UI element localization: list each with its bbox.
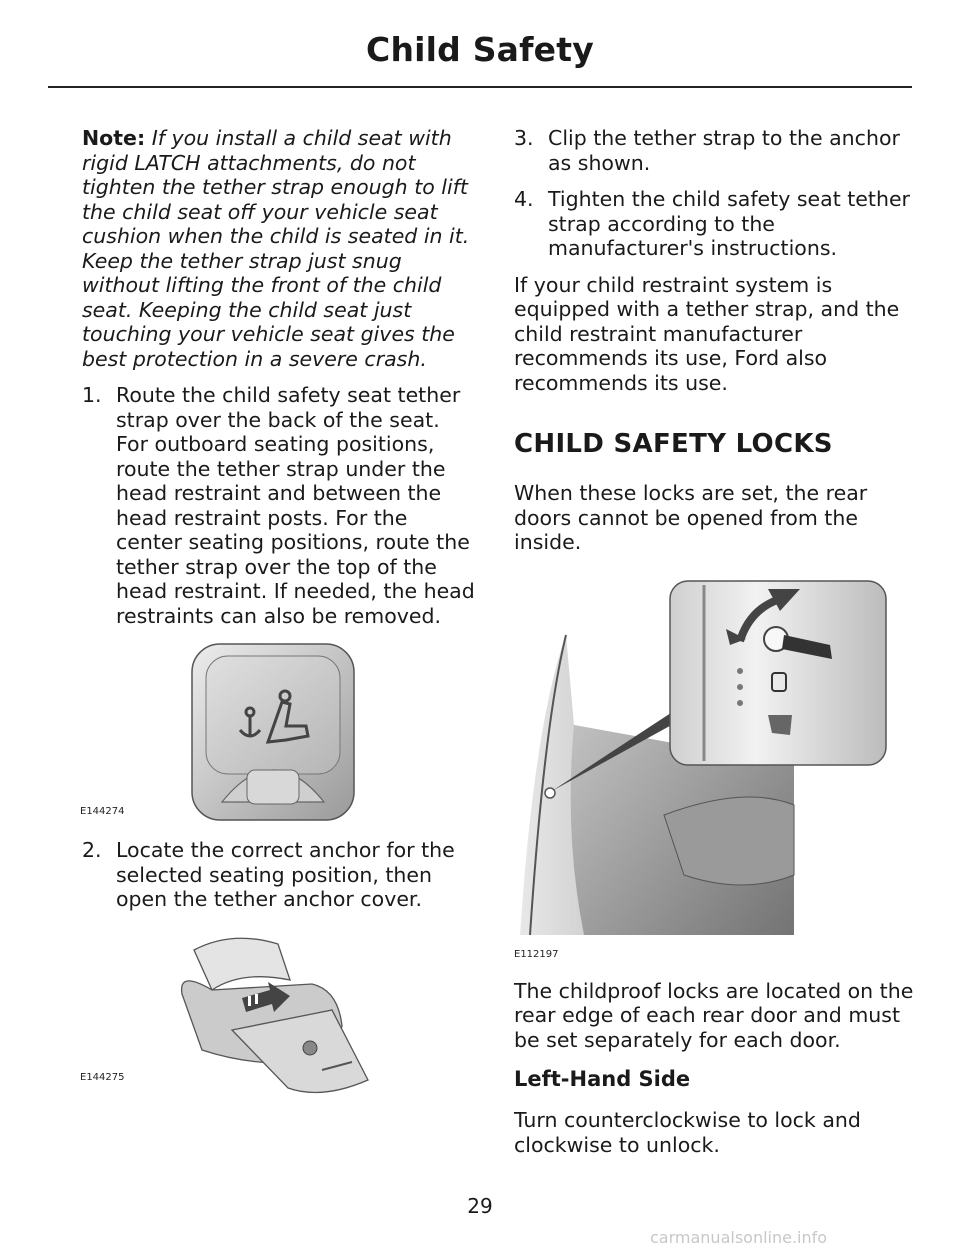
page-number: 29	[467, 1194, 493, 1218]
anchor-cover-illustration	[82, 642, 478, 822]
section-heading: CHILD SAFETY LOCKS	[514, 429, 833, 459]
step-1	[82, 383, 478, 628]
note-paragraph	[82, 126, 478, 371]
open-anchor-cover-figure	[82, 930, 478, 1100]
child-lock-illustration	[514, 575, 914, 965]
lock-instruction-paragraph: Turn counterclockwise to lock and clockwise to unlock.	[514, 1108, 861, 1157]
section-intro-paragraph: When these locks are set, the rear doors cannot be opened from the inside.	[514, 481, 868, 554]
subheading-left-hand-side: Left-Hand Side	[514, 1067, 691, 1091]
figure-code: E144275	[80, 1071, 125, 1083]
step-number: 2.	[82, 838, 102, 862]
child-lock-figure	[514, 575, 914, 965]
left-column	[82, 126, 478, 1100]
step-text: Locate the correct anchor for the selected seating position, then open the tether anchor cover.	[116, 838, 455, 911]
page-header-title: Child Safety	[366, 30, 594, 69]
watermark: carmanualsonline.info	[650, 1228, 828, 1247]
step-text: Clip the tether strap to the anchor as shown.	[548, 126, 900, 175]
tether-recommendation-paragraph: If your child restraint system is equipped with a tether strap, and the child restraint manufacturer recommends its use, Ford also recommends its use.	[514, 272, 900, 395]
header-rule	[48, 86, 912, 88]
figure-code: E144274	[80, 806, 125, 817]
figure-code: E112197	[514, 948, 559, 960]
note-text: If you install a child seat with rigid LATCH attachments, do not tighten the tether strap enough to lift the child seat off your vehicle seat cushion when the child is seated in it. Keep the tether strap just snug without lifting the front of the child seat. Keeping the child seat just touching your vehicle seat gives the best protection in a severe crash.	[82, 126, 470, 371]
step-3	[514, 126, 914, 175]
step-text: Tighten the child safety seat tether strap according to the manufacturer's instructions.	[548, 187, 910, 260]
tether-anchor-cover-figure	[82, 642, 478, 822]
step-2	[82, 838, 478, 912]
step-text: Route the child safety seat tether strap over the back of the seat. For outboard seating positions, route the tether strap under the head restraint and between the head restraint posts. For the center seating positions, route the tether strap over the top of the head restraint. If needed, the head restraints can also be removed.	[116, 383, 475, 628]
lock-location-paragraph: The childproof locks are located on the rear edge of each rear door and must be set separately for each door.	[514, 978, 914, 1052]
step-number: 4.	[514, 187, 534, 211]
right-column	[514, 126, 914, 1169]
note-label: Note:	[82, 126, 146, 150]
step-4	[514, 187, 914, 261]
step-number: 1.	[82, 383, 102, 407]
open-cover-illustration	[82, 930, 478, 1100]
step-number: 3.	[514, 126, 534, 150]
